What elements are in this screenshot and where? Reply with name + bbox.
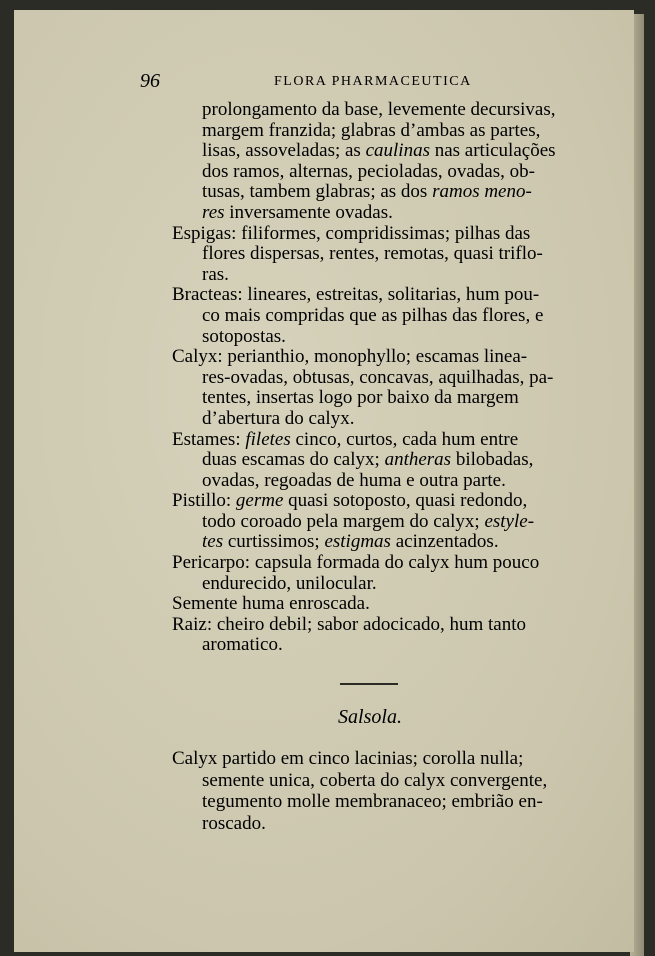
text-line [172,791,592,813]
text-run: Calyx partido em cinco lacinias; corolla nulla; [172,748,524,769]
text-line [172,265,592,286]
description-text [172,100,592,656]
text-line [172,574,592,595]
text-run: Calyx: perianthio, monophyllo; escamas linea- [172,346,528,368]
text-run: Bracteas: lineares, estreitas, solitarias, hum pou- [172,284,540,306]
text-run: margem franzida; glabras d’ambas as partes, [202,119,541,141]
text-line [172,635,592,656]
text-line [172,553,592,574]
text-line [172,491,592,512]
text-run: bilobadas, [451,449,534,471]
text-run: quasi sotoposto, quasi redondo, [283,490,528,512]
text-run: acinzentados. [390,531,499,553]
text-run: dos ramos, alternas, pecioladas, ovadas, ob- [202,160,535,182]
text-line [172,512,592,533]
text-run: duas escamas do calyx; [202,449,385,471]
text-run: cinco, curtos, cada hum entre [290,428,519,450]
text-run: semente unica, coberta do calyx convergente, [202,769,548,791]
italic-term: caulinas [365,140,430,162]
italic-term: res [202,201,225,223]
text-run: co mais compridas que as pilhas das flores, e [202,304,544,326]
section-divider [340,683,398,685]
text-run: Semente huma enroscada. [172,593,370,615]
text-line [172,770,592,792]
text-run: sotopostas. [202,325,286,347]
text-run: nas articulações [429,140,556,162]
text-line [172,430,592,451]
text-line [172,244,592,265]
text-run: flores dispersas, rentes, remotas, quasi triflo- [202,243,543,265]
section-title: Salsola. [338,706,402,728]
text-line [172,388,592,409]
text-line [172,594,592,615]
text-line [172,615,592,636]
text-run: tusas, tambem glabras; as dos [202,181,433,203]
text-run: ovadas, regoadas de huma e outra parte. [202,469,506,491]
italic-term: ramos meno- [432,181,532,203]
text-line [172,368,592,389]
text-run: tentes, insertas logo por baixo da margem [202,387,519,409]
text-run: Espigas: filiformes, compridissimas; pilhas das [172,222,531,244]
text-line [172,327,592,348]
text-run: inversamente ovadas. [224,201,393,223]
text-run: Pericarpo: capsula formada do calyx hum pouco [172,552,540,574]
text-run: lisas, assoveladas; as [202,140,366,162]
italic-term: estigmas [324,531,391,553]
text-line [172,182,592,203]
italic-term: tes [202,531,224,553]
running-head: FLORA PHARMACEUTICA [274,74,472,89]
text-run: endurecido, unilocular. [202,572,377,594]
text-line [172,532,592,553]
text-run: curtissimos; [223,531,325,553]
text-run: roscado. [202,812,266,834]
text-line [172,121,592,142]
italic-term: germe [235,490,284,512]
text-line [172,285,592,306]
text-line [172,100,592,121]
page-number: 96 [140,70,160,92]
italic-term: estyle- [484,510,535,532]
text-line [172,224,592,245]
text-line [172,471,592,492]
text-line [172,347,592,368]
text-line [172,306,592,327]
italic-term: antheras [384,449,452,471]
text-line [172,748,592,770]
text-run: prolongamento da base, levemente decursivas, [202,99,556,120]
text-run: ras. [202,263,229,285]
text-run: tegumento molle membranaceo; embrião en- [202,791,543,812]
text-line [172,813,592,835]
text-run: Estames: [172,428,246,450]
text-run: todo coroado pela margem do calyx; [202,510,485,532]
text-run: aromatico. [202,634,283,656]
text-run: res-ovadas, obtusas, concavas, aquilhadas, pa- [202,366,554,388]
italic-term: filetes [245,428,291,450]
text-line [172,203,592,224]
text-line [172,141,592,162]
text-run: d’abertura do calyx. [202,407,355,429]
text-line [172,409,592,430]
text-run: Raiz: cheiro debil; sabor adocicado, hum tanto [172,613,527,635]
text-line [172,450,592,471]
salsola-text [172,748,592,834]
text-line [172,162,592,183]
text-run: Pistillo: [172,490,236,512]
